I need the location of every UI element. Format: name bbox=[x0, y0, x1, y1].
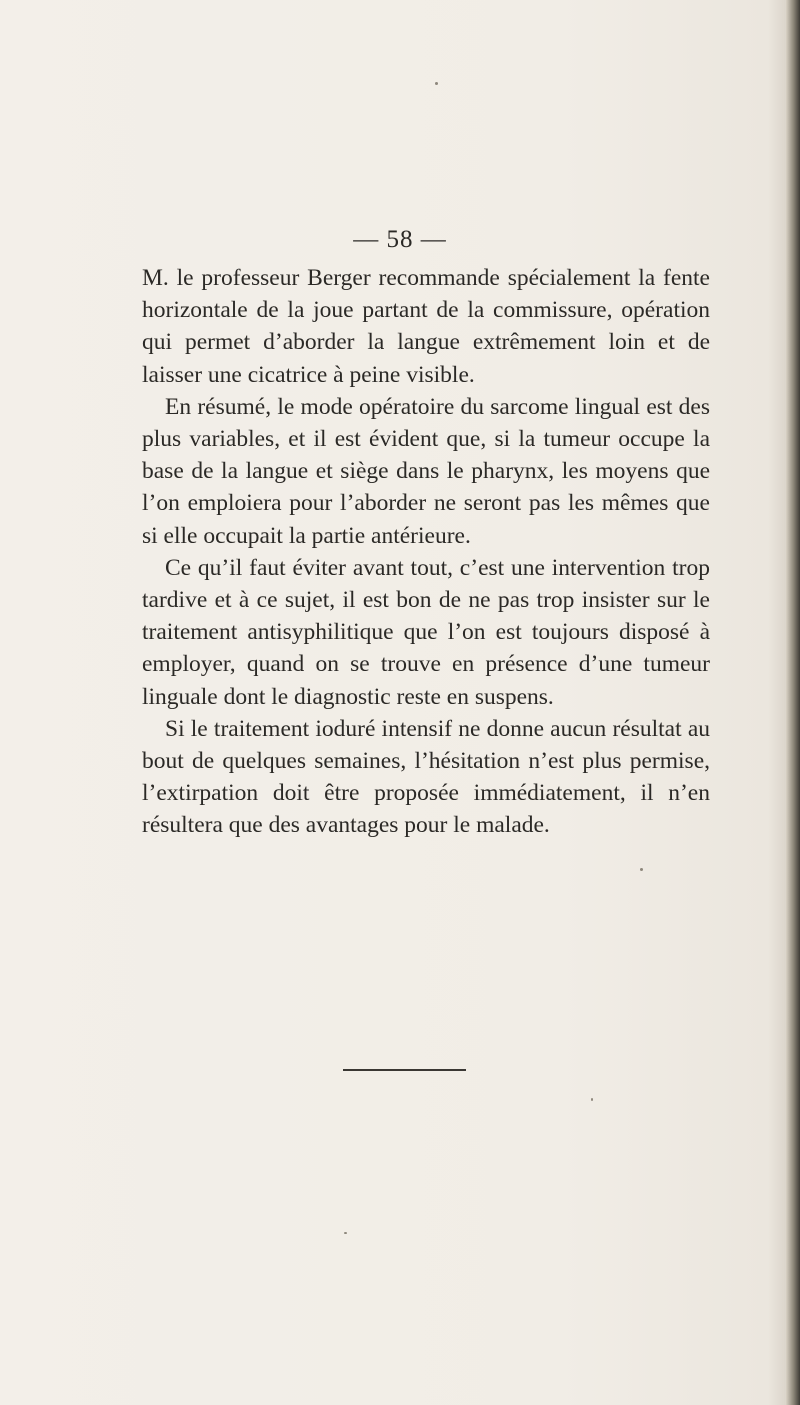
paper-speck bbox=[640, 868, 643, 871]
body-text bbox=[142, 262, 710, 842]
paragraph-traitement: Si le traitement ioduré intensif ne donne aucun résultat au bout de quelques semaines, l’hésitation n’est plus permise, l’extirpation doit être proposée immédiatement, il n’en résultera que des avantages pour le malade. bbox=[142, 715, 710, 839]
paper-speck bbox=[344, 1232, 347, 1234]
paragraph-berger: M. le professeur Berger recommande spécialement la fente horizontale de la joue partant de la commissure, opération qui permet d’aborder la langue extrêmement loin et de laisser une cicatrice à peine visible. bbox=[142, 265, 710, 388]
paper-speck bbox=[435, 82, 438, 85]
paragraph-resume: En résumé, le mode opératoire du sarcome lingual est des plus variables, et il est évident que, si la tumeur occupe la base de la langue et siège dans le pharynx, les moyens que l’on emploiera pour l’aborder ne seront pas les mêmes que si elle occupait la partie antérieure. bbox=[142, 393, 710, 549]
page-edge-shadow bbox=[786, 0, 800, 1405]
page-number: — 58 — bbox=[353, 226, 447, 253]
paragraph-intervention: Ce qu’il faut éviter avant tout, c’est une intervention trop tardive et à ce sujet, il est bon de ne pas trop insister sur le traitement antisyphilitique que l’on est toujours disposé à employer, quand on se trouve en présence d’une tumeur linguale dont le diagnostic reste en suspens. bbox=[142, 554, 710, 710]
paper-speck bbox=[591, 1098, 593, 1101]
end-rule bbox=[343, 1069, 466, 1071]
